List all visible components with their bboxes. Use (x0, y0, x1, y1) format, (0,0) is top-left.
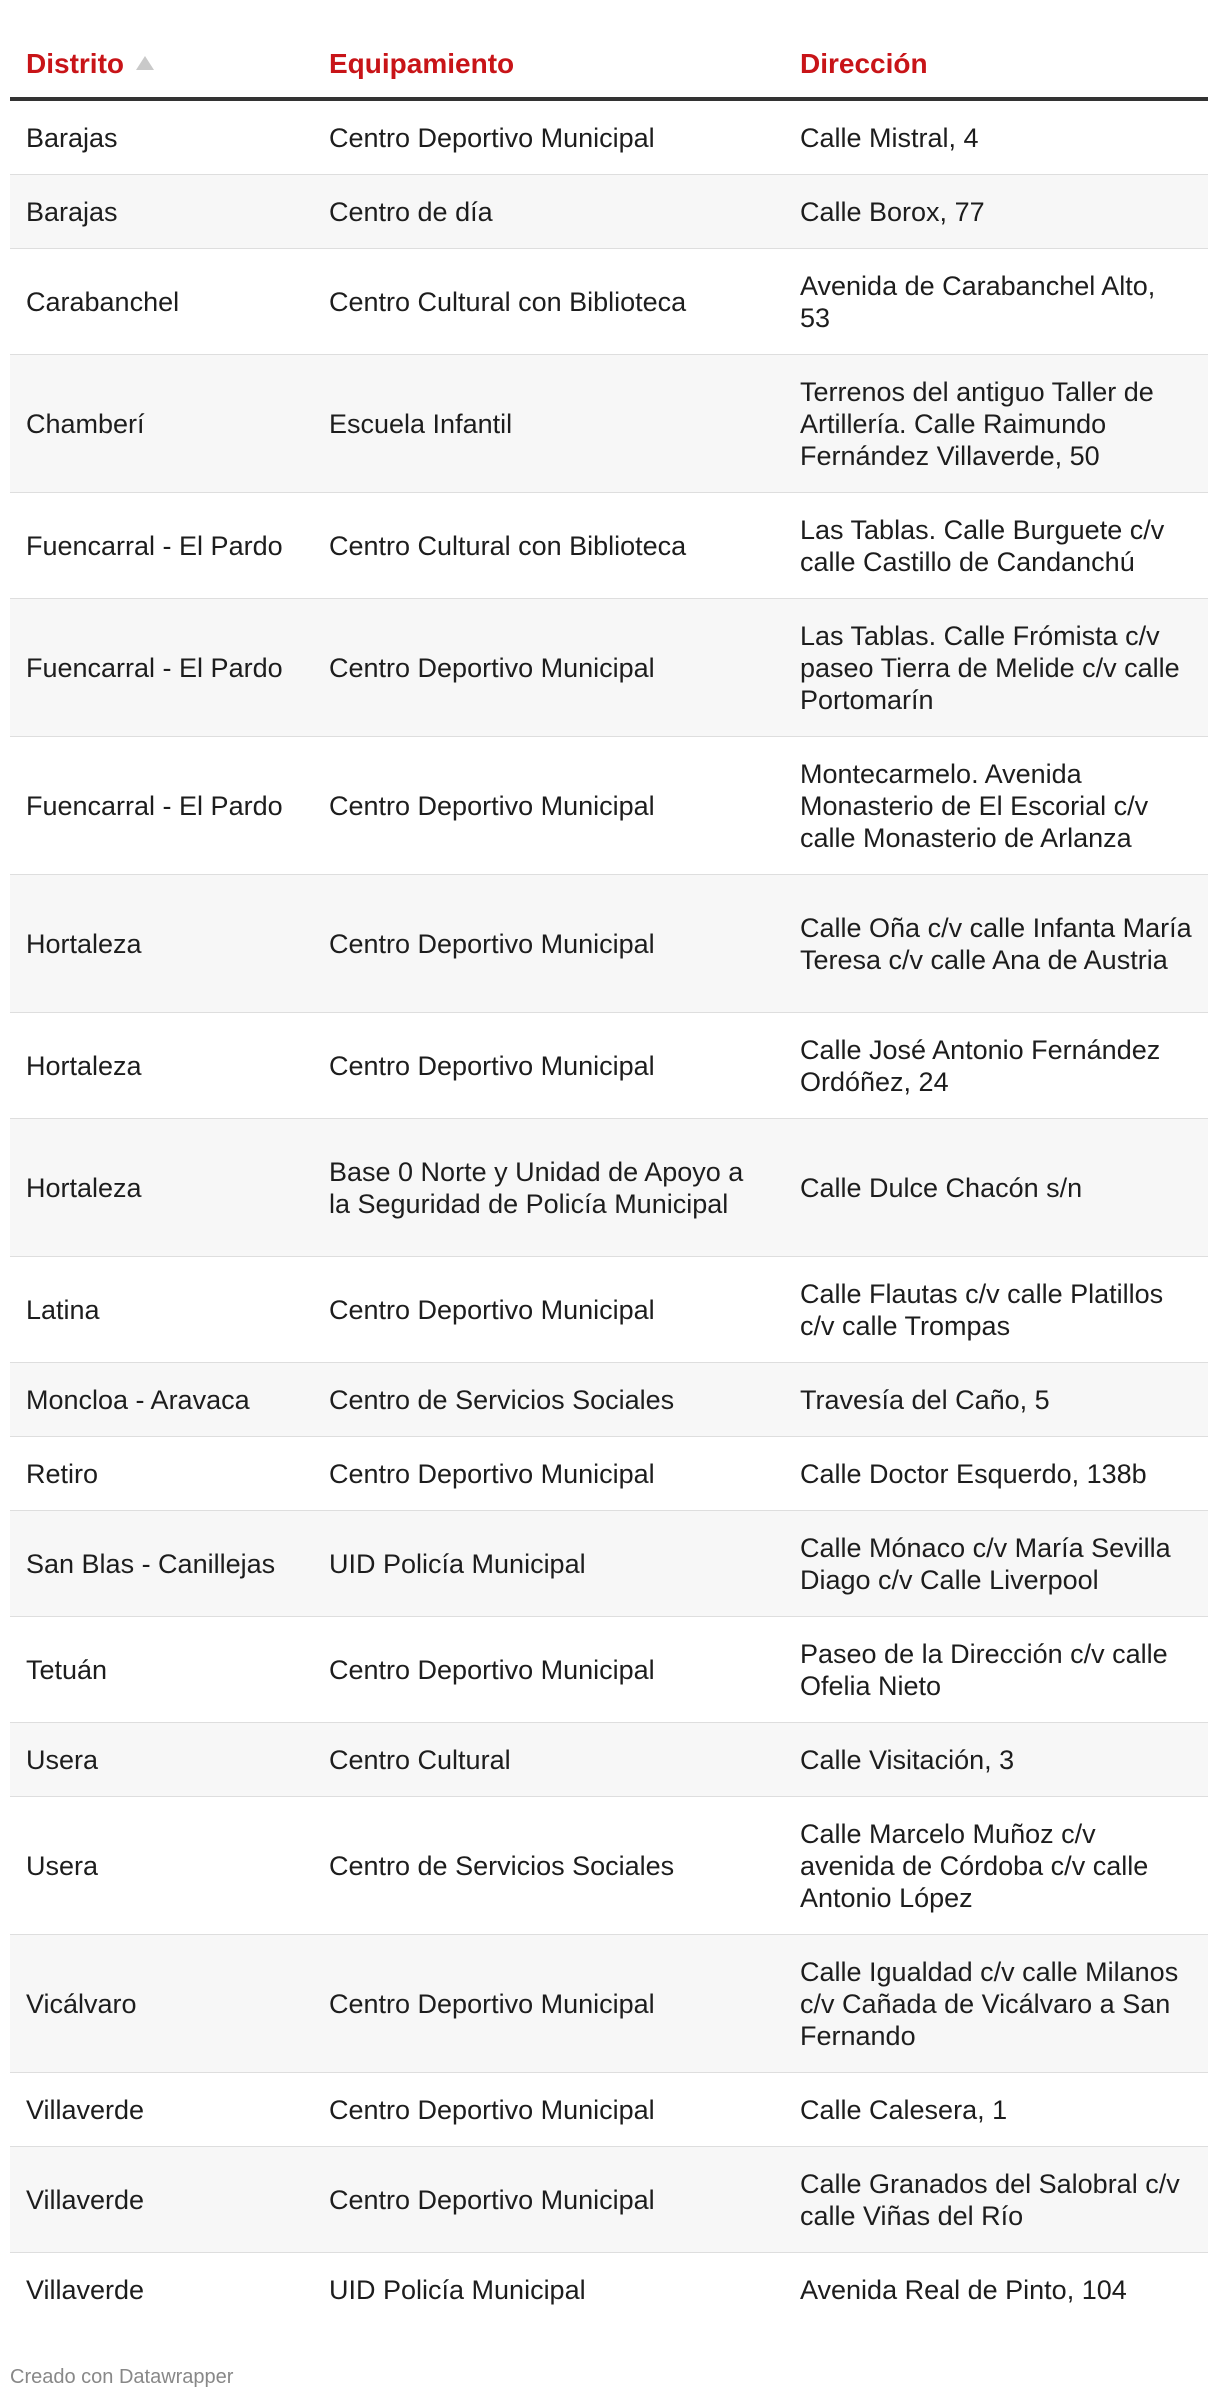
table-row (10, 2147, 1208, 2253)
cell-distrito: Tetuán (10, 1617, 313, 1723)
table-row (10, 1437, 1208, 1511)
table-row (10, 1363, 1208, 1437)
data-table (10, 30, 1208, 2326)
cell-direccion: Calle Mistral, 4 (784, 99, 1208, 175)
cell-direccion: Calle Oña c/v calle Infanta María Teresa c/v calle Ana de Austria (784, 875, 1208, 1013)
cell-equipamiento: Base 0 Norte y Unidad de Apoyo a la Seguridad de Policía Municipal (313, 1119, 784, 1257)
cell-direccion: Paseo de la Dirección c/v calle Ofelia Nieto (784, 1617, 1208, 1723)
sort-ascending-icon[interactable] (136, 56, 154, 70)
cell-equipamiento: Centro de Servicios Sociales (313, 1363, 784, 1437)
column-header-distrito[interactable] (10, 30, 313, 99)
table-row (10, 175, 1208, 249)
cell-direccion: Calle Marcelo Muñoz c/v avenida de Córdoba c/v calle Antonio López (784, 1797, 1208, 1935)
cell-direccion: Calle Mónaco c/v María Sevilla Diago c/v Calle Liverpool (784, 1511, 1208, 1617)
cell-direccion: Travesía del Caño, 5 (784, 1363, 1208, 1437)
cell-equipamiento: Centro Deportivo Municipal (313, 737, 784, 875)
cell-direccion: Calle Flautas c/v calle Platillos c/v calle Trompas (784, 1257, 1208, 1363)
column-header-equipamiento[interactable] (313, 30, 784, 99)
cell-equipamiento: Centro Deportivo Municipal (313, 1617, 784, 1723)
table-row (10, 1935, 1208, 2073)
cell-direccion: Calle Visitación, 3 (784, 1723, 1208, 1797)
column-header-label: Distrito (26, 47, 124, 79)
cell-equipamiento: Centro Deportivo Municipal (313, 875, 784, 1013)
table-row (10, 599, 1208, 737)
cell-distrito: Fuencarral - El Pardo (10, 493, 313, 599)
table-row (10, 1511, 1208, 1617)
cell-direccion: Montecarmelo. Avenida Monasterio de El Escorial c/v calle Monasterio de Arlanza (784, 737, 1208, 875)
table-header (10, 30, 1208, 99)
cell-distrito: Vicálvaro (10, 1935, 313, 2073)
cell-direccion: Calle Granados del Salobral c/v calle Viñas del Río (784, 2147, 1208, 2253)
table-container (10, 30, 1208, 2326)
cell-equipamiento: Centro Deportivo Municipal (313, 1013, 784, 1119)
cell-distrito: Villaverde (10, 2073, 313, 2147)
cell-equipamiento: Centro Deportivo Municipal (313, 2073, 784, 2147)
cell-distrito: Hortaleza (10, 1119, 313, 1257)
cell-distrito: Usera (10, 1797, 313, 1935)
cell-distrito: Fuencarral - El Pardo (10, 599, 313, 737)
cell-distrito: Hortaleza (10, 1013, 313, 1119)
cell-direccion: Avenida de Carabanchel Alto, 53 (784, 249, 1208, 355)
cell-direccion: Calle Dulce Chacón s/n (784, 1119, 1208, 1257)
cell-equipamiento: Centro Deportivo Municipal (313, 2147, 784, 2253)
cell-direccion: Avenida Real de Pinto, 104 (800, 2274, 1127, 2305)
cell-distrito: Usera (10, 1723, 313, 1797)
cell-equipamiento: Centro Deportivo Municipal (313, 1257, 784, 1363)
cell-direccion: Terrenos del antiguo Taller de Artillería. Calle Raimundo Fernández Villaverde, 50 (784, 355, 1208, 493)
cell-equipamiento: Centro de día (313, 175, 784, 249)
table-row (10, 249, 1208, 355)
datawrapper-credit[interactable]: Creado con Datawrapper (10, 2366, 234, 2388)
cell-direccion: Calle Borox, 77 (784, 175, 1208, 249)
cell-distrito: Retiro (10, 1437, 313, 1511)
cell-distrito: Chamberí (10, 355, 313, 493)
cell-equipamiento: Centro Cultural (313, 1723, 784, 1797)
table-row (10, 737, 1208, 875)
cell-distrito: Moncloa - Aravaca (10, 1363, 313, 1437)
cell-equipamiento: UID Policía Municipal (329, 2274, 586, 2305)
table-row (10, 2253, 1208, 2327)
table-row (10, 1013, 1208, 1119)
table-row (10, 1119, 1208, 1257)
header-row (10, 30, 1208, 99)
table-row (10, 493, 1208, 599)
cell-equipamiento: Centro Deportivo Municipal (313, 1935, 784, 2073)
cell-distrito: Barajas (10, 175, 313, 249)
cell-equipamiento: UID Policía Municipal (313, 1511, 784, 1617)
table-row (10, 875, 1208, 1013)
table-row (10, 2073, 1208, 2147)
column-header-label: Dirección (800, 47, 928, 79)
cell-distrito: Latina (10, 1257, 313, 1363)
column-header-label: Equipamiento (329, 47, 515, 79)
cell-equipamiento: Escuela Infantil (313, 355, 784, 493)
table-body (10, 99, 1208, 2326)
cell-direccion: Calle Calesera, 1 (784, 2073, 1208, 2147)
cell-direccion: Calle Igualdad c/v calle Milanos c/v Cañada de Vicálvaro a San Fernando (784, 1935, 1208, 2073)
cell-equipamiento: Centro de Servicios Sociales (313, 1797, 784, 1935)
cell-distrito: San Blas - Canillejas (10, 1511, 313, 1617)
cell-equipamiento: Centro Cultural con Biblioteca (313, 249, 784, 355)
cell-equipamiento: Centro Deportivo Municipal (313, 599, 784, 737)
table-row (10, 1257, 1208, 1363)
cell-direccion: Las Tablas. Calle Burguete c/v calle Castillo de Candanchú (784, 493, 1208, 599)
column-header-direccion[interactable] (784, 30, 1208, 99)
table-row (10, 99, 1208, 175)
cell-direccion: Las Tablas. Calle Frómista c/v paseo Tierra de Melide c/v calle Portomarín (784, 599, 1208, 737)
cell-equipamiento: Centro Deportivo Municipal (313, 1437, 784, 1511)
cell-distrito: Hortaleza (10, 875, 313, 1013)
table-row (10, 1723, 1208, 1797)
cell-distrito: Barajas (10, 99, 313, 175)
table-row (10, 355, 1208, 493)
table-row (10, 1797, 1208, 1935)
cell-direccion: Calle Doctor Esquerdo, 138b (784, 1437, 1208, 1511)
cell-direccion: Calle José Antonio Fernández Ordóñez, 24 (784, 1013, 1208, 1119)
cell-distrito: Villaverde (26, 2274, 145, 2305)
cell-distrito: Fuencarral - El Pardo (10, 737, 313, 875)
table-row (10, 1617, 1208, 1723)
cell-equipamiento: Centro Cultural con Biblioteca (313, 493, 784, 599)
cell-distrito: Carabanchel (10, 249, 313, 355)
cell-equipamiento: Centro Deportivo Municipal (313, 99, 784, 175)
cell-distrito: Villaverde (10, 2147, 313, 2253)
